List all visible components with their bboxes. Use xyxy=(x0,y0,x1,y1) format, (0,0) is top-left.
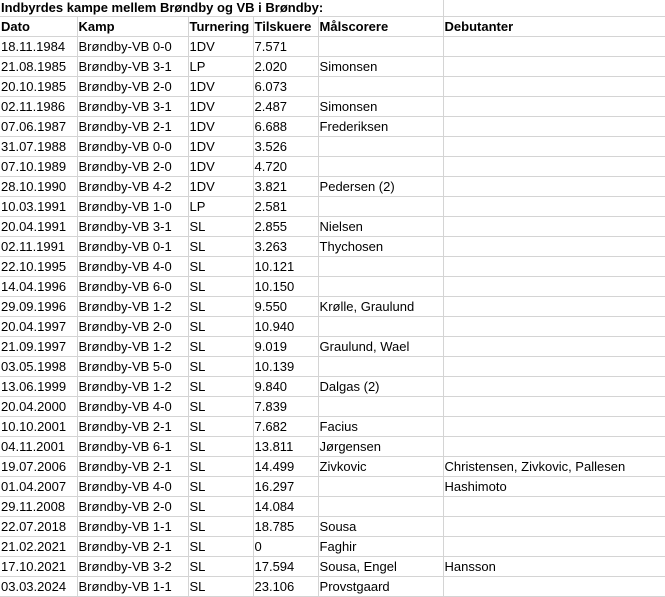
cell-date[interactable]: 18.11.1984 xyxy=(0,37,77,57)
cell-scorers[interactable]: Simonsen xyxy=(318,97,443,117)
cell-match[interactable]: Brøndby-VB 2-0 xyxy=(77,497,188,517)
cell-scorers[interactable]: Provstgaard xyxy=(318,577,443,597)
cell-attendance[interactable]: 6.688 xyxy=(253,117,318,137)
cell-debutants[interactable] xyxy=(443,517,665,537)
cell-competition[interactable]: 1DV xyxy=(188,177,253,197)
header-attendance[interactable]: Tilskuere xyxy=(253,17,318,37)
header-row xyxy=(0,17,665,37)
cell-match[interactable]: Brøndby-VB 2-1 xyxy=(77,117,188,137)
cell-scorers[interactable] xyxy=(318,77,443,97)
cell-scorers[interactable]: Graulund, Wael xyxy=(318,337,443,357)
table-row xyxy=(0,317,665,337)
header-date[interactable]: Dato xyxy=(0,17,77,37)
cell-attendance[interactable]: 2.855 xyxy=(253,217,318,237)
cell-debutants[interactable] xyxy=(443,37,665,57)
cell-competition[interactable]: SL xyxy=(188,497,253,517)
cell-attendance[interactable]: 18.785 xyxy=(253,517,318,537)
cell-debutants[interactable] xyxy=(443,77,665,97)
cell-debutants[interactable] xyxy=(443,577,665,597)
cell-attendance[interactable]: 0 xyxy=(253,537,318,557)
cell-match[interactable]: Brøndby-VB 1-0 xyxy=(77,197,188,217)
cell-competition[interactable]: SL xyxy=(188,577,253,597)
cell-debutants[interactable] xyxy=(443,537,665,557)
table-row xyxy=(0,377,665,397)
cell-attendance[interactable]: 9.019 xyxy=(253,337,318,357)
table-row xyxy=(0,437,665,457)
header-debutants[interactable]: Debutanter xyxy=(443,17,665,37)
cell-match[interactable]: Brøndby-VB 4-0 xyxy=(77,477,188,497)
cell[interactable] xyxy=(318,0,443,17)
cell-attendance[interactable]: 3.526 xyxy=(253,137,318,157)
table-row xyxy=(0,77,665,97)
cell-match[interactable]: Brøndby-VB 3-1 xyxy=(77,97,188,117)
cell-date[interactable]: 19.07.2006 xyxy=(0,457,77,477)
table-row xyxy=(0,577,665,597)
cell-competition[interactable]: SL xyxy=(188,557,253,577)
cell-attendance[interactable]: 3.821 xyxy=(253,177,318,197)
table-row xyxy=(0,457,665,477)
cell-attendance[interactable]: 16.297 xyxy=(253,477,318,497)
cell-match[interactable]: Brøndby-VB 4-2 xyxy=(77,177,188,197)
table-row xyxy=(0,277,665,297)
cell-scorers[interactable] xyxy=(318,277,443,297)
cell-competition[interactable]: SL xyxy=(188,257,253,277)
cell-scorers[interactable] xyxy=(318,37,443,57)
cell-competition[interactable]: SL xyxy=(188,337,253,357)
table-row xyxy=(0,137,665,157)
cell-scorers[interactable]: Sousa xyxy=(318,517,443,537)
cell-competition[interactable]: 1DV xyxy=(188,157,253,177)
header-scorers[interactable]: Målscorere xyxy=(318,17,443,37)
cell-attendance[interactable]: 14.499 xyxy=(253,457,318,477)
table-row xyxy=(0,157,665,177)
cell-attendance[interactable]: 10.940 xyxy=(253,317,318,337)
cell-competition[interactable]: SL xyxy=(188,237,253,257)
table-row xyxy=(0,97,665,117)
table-row xyxy=(0,497,665,517)
cell-scorers[interactable]: Nielsen xyxy=(318,217,443,237)
cell-date[interactable]: 20.04.1991 xyxy=(0,217,77,237)
cell-match[interactable]: Brøndby-VB 2-1 xyxy=(77,457,188,477)
cell-date[interactable]: 21.02.2021 xyxy=(0,537,77,557)
cell-scorers[interactable]: Pedersen (2) xyxy=(318,177,443,197)
cell-match[interactable]: Brøndby-VB 0-1 xyxy=(77,237,188,257)
header-competition[interactable]: Turnering xyxy=(188,17,253,37)
table-row xyxy=(0,257,665,277)
cell-attendance[interactable]: 9.840 xyxy=(253,377,318,397)
cell-debutants[interactable] xyxy=(443,237,665,257)
cell-debutants[interactable] xyxy=(443,317,665,337)
cell-debutants[interactable] xyxy=(443,257,665,277)
cell-match[interactable]: Brøndby-VB 1-2 xyxy=(77,337,188,357)
cell-attendance[interactable]: 6.073 xyxy=(253,77,318,97)
cell-debutants[interactable] xyxy=(443,57,665,77)
cell-debutants[interactable] xyxy=(443,297,665,317)
cell-match[interactable]: Brøndby-VB 2-0 xyxy=(77,157,188,177)
cell-attendance[interactable]: 2.581 xyxy=(253,197,318,217)
cell-date[interactable]: 10.03.1991 xyxy=(0,197,77,217)
cell-match[interactable]: Brøndby-VB 0-0 xyxy=(77,137,188,157)
cell-competition[interactable]: LP xyxy=(188,197,253,217)
cell-date[interactable]: 20.10.1985 xyxy=(0,77,77,97)
table-row xyxy=(0,57,665,77)
cell-competition[interactable]: SL xyxy=(188,517,253,537)
cell-debutants[interactable] xyxy=(443,197,665,217)
title-row xyxy=(0,0,665,17)
cell-scorers[interactable] xyxy=(318,137,443,157)
cell-scorers[interactable] xyxy=(318,317,443,337)
cell-debutants[interactable] xyxy=(443,157,665,177)
cell-debutants[interactable]: Christensen, Zivkovic, Pallesen xyxy=(443,457,665,477)
cell-competition[interactable]: SL xyxy=(188,217,253,237)
cell-scorers[interactable]: Zivkovic xyxy=(318,457,443,477)
cell-date[interactable]: 04.11.2001 xyxy=(0,437,77,457)
cell-scorers[interactable] xyxy=(318,357,443,377)
cell-competition[interactable]: SL xyxy=(188,457,253,477)
cell-match[interactable]: Brøndby-VB 2-1 xyxy=(77,417,188,437)
cell-debutants[interactable] xyxy=(443,217,665,237)
cell-competition[interactable]: SL xyxy=(188,537,253,557)
cell-scorers[interactable] xyxy=(318,157,443,177)
cell-competition[interactable]: SL xyxy=(188,417,253,437)
cell-date[interactable]: 21.09.1997 xyxy=(0,337,77,357)
cell-date[interactable]: 28.10.1990 xyxy=(0,177,77,197)
cell-date[interactable]: 01.04.2007 xyxy=(0,477,77,497)
cell-date[interactable]: 07.10.1989 xyxy=(0,157,77,177)
cell-competition[interactable]: 1DV xyxy=(188,97,253,117)
cell-debutants[interactable] xyxy=(443,397,665,417)
table-row xyxy=(0,37,665,57)
cell-match[interactable]: Brøndby-VB 6-0 xyxy=(77,277,188,297)
cell-date[interactable]: 07.06.1987 xyxy=(0,117,77,137)
cell-date[interactable]: 20.04.1997 xyxy=(0,317,77,337)
cell-match[interactable]: Brøndby-VB 3-2 xyxy=(77,557,188,577)
cell-scorers[interactable] xyxy=(318,477,443,497)
cell-match[interactable]: Brøndby-VB 1-2 xyxy=(77,297,188,317)
cell-attendance[interactable]: 2.487 xyxy=(253,97,318,117)
cell-competition[interactable]: SL xyxy=(188,357,253,377)
cell-date[interactable]: 17.10.2021 xyxy=(0,557,77,577)
cell[interactable] xyxy=(443,0,665,17)
table-row xyxy=(0,517,665,537)
cell-debutants[interactable] xyxy=(443,277,665,297)
cell-attendance[interactable]: 10.139 xyxy=(253,357,318,377)
cell-date[interactable]: 29.09.1996 xyxy=(0,297,77,317)
cell-date[interactable]: 10.10.2001 xyxy=(0,417,77,437)
cell-scorers[interactable]: Dalgas (2) xyxy=(318,377,443,397)
cell-match[interactable]: Brøndby-VB 6-1 xyxy=(77,437,188,457)
cell-attendance[interactable]: 3.263 xyxy=(253,237,318,257)
cell-debutants[interactable]: Hashimoto xyxy=(443,477,665,497)
cell-scorers[interactable] xyxy=(318,257,443,277)
cell-match[interactable]: Brøndby-VB 3-1 xyxy=(77,217,188,237)
cell-attendance[interactable]: 9.550 xyxy=(253,297,318,317)
table-row xyxy=(0,477,665,497)
cell-scorers[interactable]: Facius xyxy=(318,417,443,437)
cell-competition[interactable]: 1DV xyxy=(188,137,253,157)
cell-match[interactable]: Brøndby-VB 3-1 xyxy=(77,57,188,77)
cell-competition[interactable]: SL xyxy=(188,437,253,457)
cell-attendance[interactable]: 2.020 xyxy=(253,57,318,77)
cell-match[interactable]: Brøndby-VB 5-0 xyxy=(77,357,188,377)
cell-scorers[interactable]: Jørgensen xyxy=(318,437,443,457)
table-row xyxy=(0,217,665,237)
cell-debutants[interactable] xyxy=(443,137,665,157)
cell-date[interactable]: 02.11.1986 xyxy=(0,97,77,117)
cell-match[interactable]: Brøndby-VB 1-1 xyxy=(77,517,188,537)
table-row xyxy=(0,397,665,417)
cell-match[interactable]: Brøndby-VB 2-0 xyxy=(77,77,188,97)
cell-date[interactable]: 03.05.1998 xyxy=(0,357,77,377)
cell-attendance[interactable]: 13.811 xyxy=(253,437,318,457)
cell-debutants[interactable] xyxy=(443,97,665,117)
table-row xyxy=(0,417,665,437)
table-row xyxy=(0,337,665,357)
cell-debutants[interactable] xyxy=(443,377,665,397)
cell-date[interactable]: 03.03.2024 xyxy=(0,577,77,597)
table-row xyxy=(0,357,665,377)
cell-date[interactable]: 22.10.1995 xyxy=(0,257,77,277)
cell-match[interactable]: Brøndby-VB 2-0 xyxy=(77,317,188,337)
cell-match[interactable]: Brøndby-VB 1-2 xyxy=(77,377,188,397)
table-row xyxy=(0,177,665,197)
cell-debutants[interactable]: Hansson xyxy=(443,557,665,577)
cell-attendance[interactable]: 17.594 xyxy=(253,557,318,577)
cell-match[interactable]: Brøndby-VB 2-1 xyxy=(77,537,188,557)
cell-debutants[interactable] xyxy=(443,437,665,457)
cell-competition[interactable]: 1DV xyxy=(188,37,253,57)
table-row xyxy=(0,197,665,217)
table-row xyxy=(0,537,665,557)
cell-debutants[interactable] xyxy=(443,337,665,357)
header-match[interactable]: Kamp xyxy=(77,17,188,37)
cell-attendance[interactable]: 7.682 xyxy=(253,417,318,437)
cell-scorers[interactable]: Thychosen xyxy=(318,237,443,257)
cell-debutants[interactable] xyxy=(443,417,665,437)
cell-match[interactable]: Brøndby-VB 1-1 xyxy=(77,577,188,597)
cell-attendance[interactable]: 4.720 xyxy=(253,157,318,177)
table-row xyxy=(0,117,665,137)
cell-date[interactable]: 31.07.1988 xyxy=(0,137,77,157)
cell-debutants[interactable] xyxy=(443,177,665,197)
cell-date[interactable]: 13.06.1999 xyxy=(0,377,77,397)
cell-scorers[interactable] xyxy=(318,197,443,217)
cell-attendance[interactable]: 10.121 xyxy=(253,257,318,277)
cell-match[interactable]: Brøndby-VB 0-0 xyxy=(77,37,188,57)
cell-date[interactable]: 20.04.2000 xyxy=(0,397,77,417)
cell-date[interactable]: 02.11.1991 xyxy=(0,237,77,257)
cell-competition[interactable]: SL xyxy=(188,477,253,497)
cell-competition[interactable]: SL xyxy=(188,277,253,297)
cell-competition[interactable]: SL xyxy=(188,397,253,417)
cell-match[interactable]: Brøndby-VB 4-0 xyxy=(77,397,188,417)
table-row xyxy=(0,297,665,317)
cell-attendance[interactable]: 23.106 xyxy=(253,577,318,597)
cell-competition[interactable]: SL xyxy=(188,297,253,317)
cell-attendance[interactable]: 7.839 xyxy=(253,397,318,417)
cell-scorers[interactable] xyxy=(318,397,443,417)
cell-competition[interactable]: 1DV xyxy=(188,77,253,97)
cell-competition[interactable]: SL xyxy=(188,377,253,397)
cell-date[interactable]: 14.04.1996 xyxy=(0,277,77,297)
cell-scorers[interactable]: Sousa, Engel xyxy=(318,557,443,577)
cell-competition[interactable]: SL xyxy=(188,317,253,337)
cell-attendance[interactable]: 14.084 xyxy=(253,497,318,517)
table-row xyxy=(0,557,665,577)
cell-competition[interactable]: LP xyxy=(188,57,253,77)
cell-scorers[interactable]: Simonsen xyxy=(318,57,443,77)
sheet-title[interactable]: Indbyrdes kampe mellem Brøndby og VB i Brøndby: xyxy=(1,0,324,15)
cell-attendance[interactable]: 10.150 xyxy=(253,277,318,297)
cell-scorers[interactable]: Frederiksen xyxy=(318,117,443,137)
cell-date[interactable]: 29.11.2008 xyxy=(0,497,77,517)
cell-date[interactable]: 22.07.2018 xyxy=(0,517,77,537)
cell-debutants[interactable] xyxy=(443,497,665,517)
cell-competition[interactable]: 1DV xyxy=(188,117,253,137)
cell-match[interactable]: Brøndby-VB 4-0 xyxy=(77,257,188,277)
table-row xyxy=(0,237,665,257)
cell-scorers[interactable]: Faghir xyxy=(318,537,443,557)
cell-debutants[interactable] xyxy=(443,357,665,377)
cell-scorers[interactable] xyxy=(318,497,443,517)
cell-debutants[interactable] xyxy=(443,117,665,137)
cell-attendance[interactable]: 7.571 xyxy=(253,37,318,57)
cell-scorers[interactable]: Krølle, Graulund xyxy=(318,297,443,317)
cell-date[interactable]: 21.08.1985 xyxy=(0,57,77,77)
